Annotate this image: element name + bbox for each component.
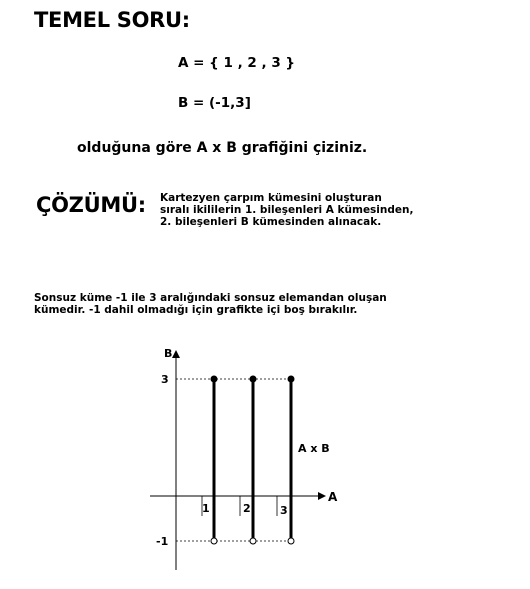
note-line: kümedir. -1 dahil olmadığı için grafikte içi boş bırakılır. [34, 304, 358, 316]
open-endpoint-x2 [250, 538, 256, 544]
open-endpoint-x3 [288, 538, 294, 544]
y-tick-label-minus1: -1 [156, 535, 169, 548]
solution-line: 2. bileşenleri B kümesinden alınacak. [160, 216, 382, 228]
guide-lines [176, 379, 291, 541]
set-label-axb: A x B [298, 442, 330, 455]
closed-endpoint-x3 [288, 376, 294, 382]
y-tick-label-3: 3 [161, 373, 169, 386]
product-segments [211, 376, 294, 544]
set-a-definition: A = { 1 , 2 , 3 } [178, 55, 296, 71]
y-axis-label: B [164, 347, 173, 360]
closed-endpoint-x1 [211, 376, 217, 382]
x-tick-label-3: 3 [280, 504, 288, 517]
open-endpoint-x1 [211, 538, 217, 544]
solution-heading: ÇÖZÜMÜ: [36, 193, 146, 217]
note-line: Sonsuz küme -1 ile 3 aralığındaki sonsuz elemandan oluşan [34, 292, 387, 304]
closed-endpoint-x2 [250, 376, 256, 382]
y-axis-arrow-icon [172, 350, 180, 358]
task-statement: olduğuna göre A x B grafiğini çiziniz. [77, 140, 368, 156]
solution-line: sıralı ikililerin 1. bileşenleri A kümesinden, [160, 204, 414, 216]
x-tick-label-1: 1 [202, 502, 210, 515]
solution-line: Kartezyen çarpım kümesini oluşturan [160, 192, 382, 204]
axes [150, 347, 338, 570]
x-axis-arrow-icon [318, 492, 326, 500]
set-b-definition: B = (-1,3] [178, 95, 251, 111]
x-axis-label: A [328, 490, 338, 504]
x-tick-label-2: 2 [243, 502, 251, 515]
problem-title: TEMEL SORU: [34, 8, 190, 32]
